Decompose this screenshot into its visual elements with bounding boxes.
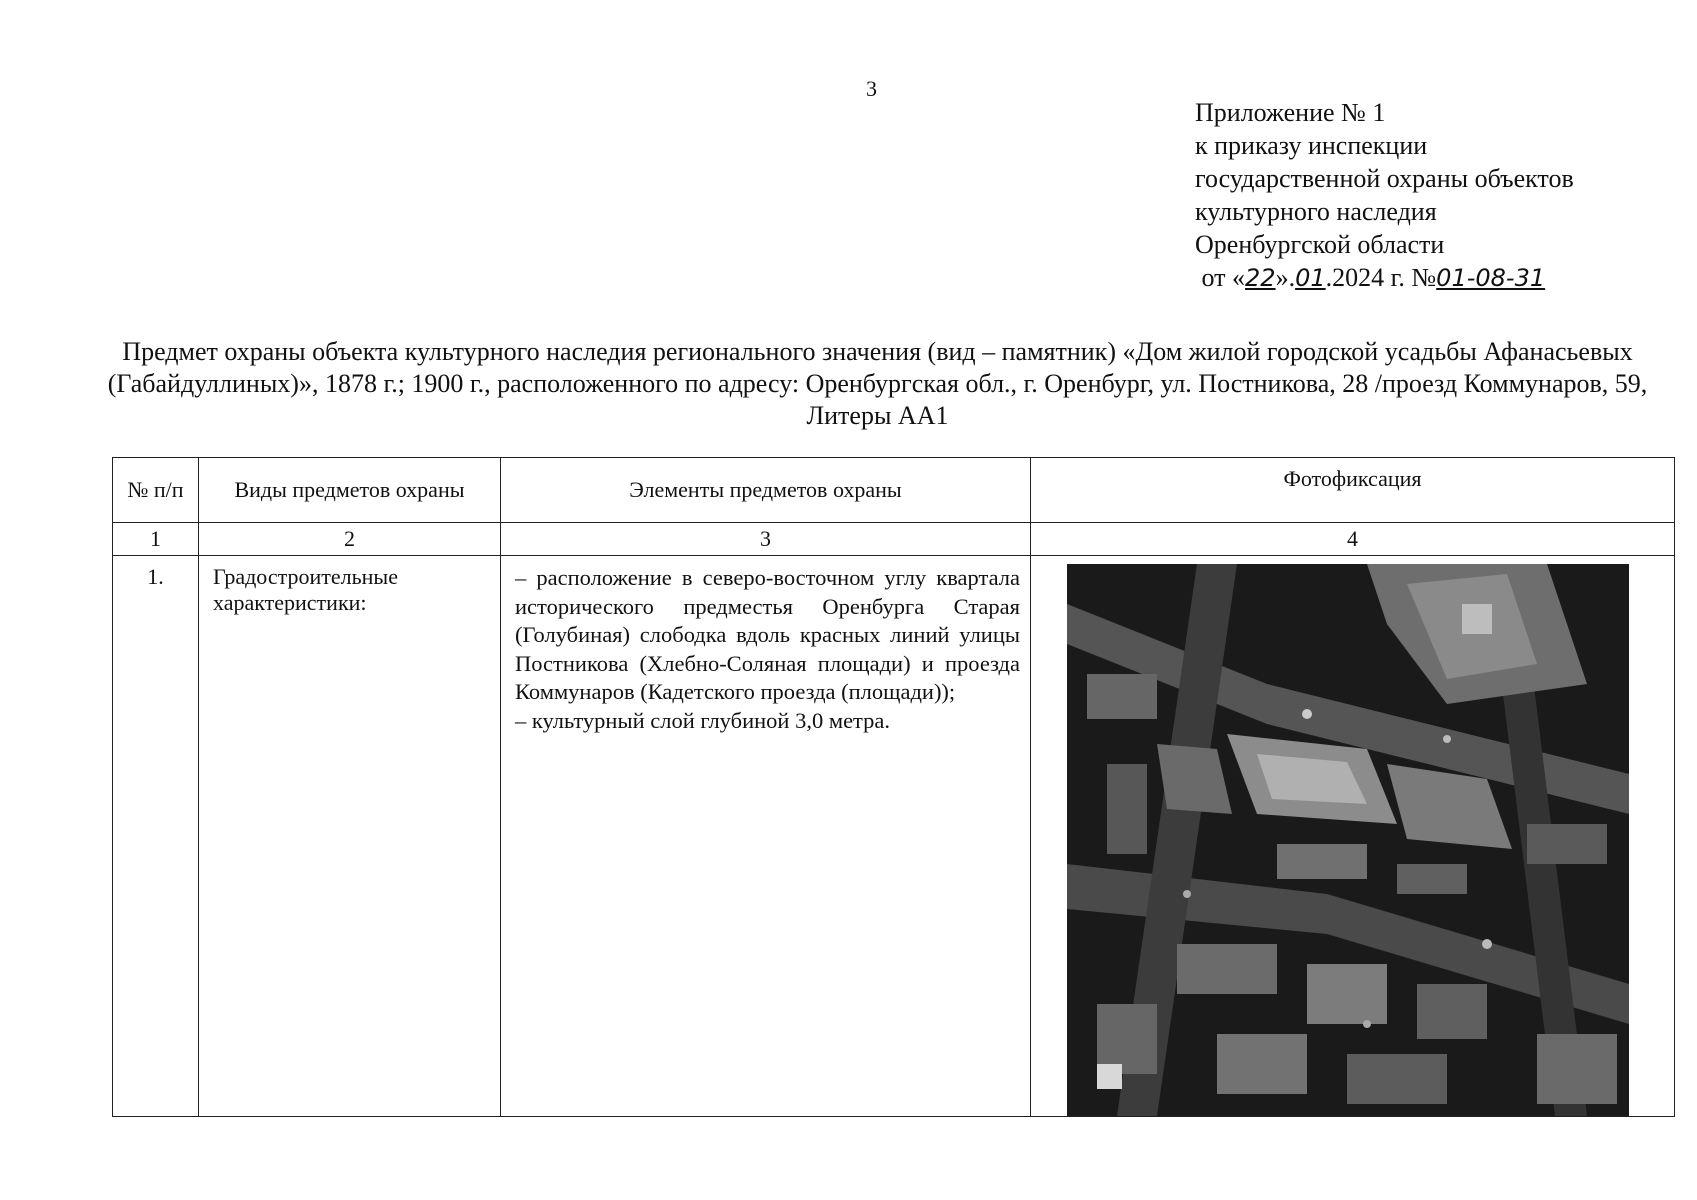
row-photo (1031, 556, 1675, 1117)
column-number-row (113, 523, 1675, 556)
appendix-line: культурного наследия (1195, 197, 1437, 226)
page-number: 3 (866, 76, 877, 101)
appendix-line: Приложение № 1 (1195, 98, 1386, 127)
appendix-block (1195, 96, 1574, 295)
header-num: № п/п (113, 458, 199, 523)
table-row (113, 556, 1675, 1117)
appendix-line: Оренбургской области (1195, 230, 1445, 259)
element-item: – расположение в северо-восточном углу квартала исторического предместья Оренбурга Старая (Голубиная) слободка вдоль красных линий улицы Постникова (Хлебно-Соляная площади) и проезда Коммунаров (Кадетского проезда (площади)); (515, 565, 1020, 704)
document-title: Предмет охраны объекта культурного наследия регионального значения (вид – памятник) «Дом жилой городской усадьбы Афанасьевых (Габайдуллиных)», 1878 г.; 1900 г., расположенного по адресу: Оренбургская обл., г. Оренбург, ул. Постникова, 28 /проезд Коммунаров, 59, Литеры АА1 (107, 337, 1648, 430)
column-number: 1 (113, 523, 199, 556)
column-number: 3 (501, 523, 1031, 556)
aerial-photo-icon (1067, 564, 1629, 1116)
header-elements: Элементы предметов охраны (501, 458, 1031, 523)
header-row (113, 458, 1675, 523)
header-photo: Фотофиксация (1031, 458, 1675, 523)
appendix-line: к приказу инспекции (1195, 131, 1428, 160)
date-prefix: от « (1201, 263, 1246, 292)
order-number: 01-08-31 (1436, 264, 1546, 292)
date-year: .2024 г. № (1325, 263, 1437, 292)
date-day: 22 (1245, 264, 1276, 292)
date-sep: ». (1275, 263, 1296, 292)
date-month: 01 (1295, 264, 1326, 292)
protection-table (112, 457, 1675, 1117)
appendix-line: государственной охраны объектов (1195, 164, 1574, 193)
header-kind: Виды предметов охраны (199, 458, 501, 523)
row-elements (501, 556, 1031, 1117)
appendix-date-line (1195, 261, 1574, 295)
column-number: 2 (199, 523, 501, 556)
row-kind: Градостроительные характеристики: (199, 556, 501, 1117)
column-number: 4 (1031, 523, 1675, 556)
element-item: – культурный слой глубиной 3,0 метра. (515, 707, 891, 733)
row-number: 1. (113, 556, 199, 1117)
